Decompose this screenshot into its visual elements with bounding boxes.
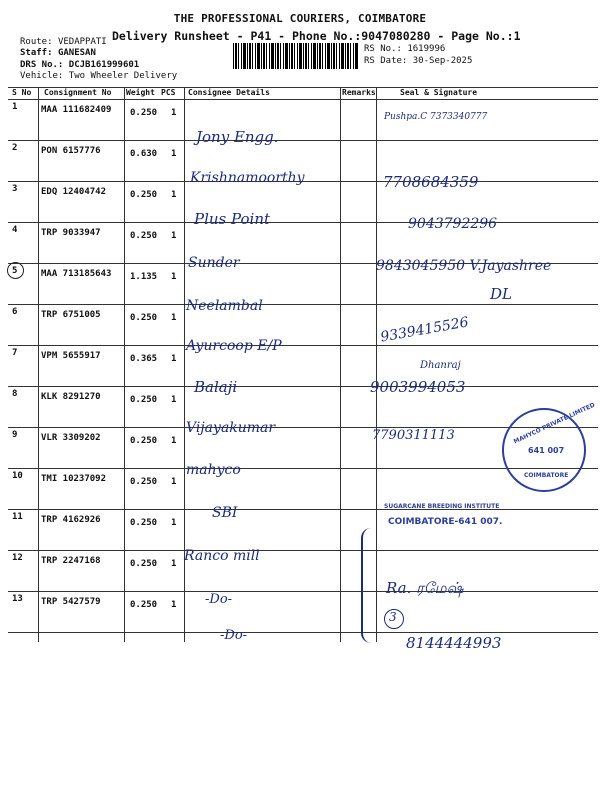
row-pcs: 1 [171,231,177,241]
row-divider [8,222,598,223]
drs-value: DCJB161999601 [68,60,140,70]
staff-line [20,48,96,58]
signature-2: 7708684359 [383,173,479,191]
vehicle-line [20,71,177,81]
row-sno: 3 [12,184,18,194]
drs-label: DRS No.: [20,60,64,70]
row-pcs: 1 [171,518,177,528]
row-pcs: 1 [171,149,177,159]
row-divider [8,304,598,305]
col-divider-4 [340,87,341,642]
col-header-remarks: Remarks [342,88,376,97]
row-weight: 0.250 [130,190,158,200]
row-sno: 12 [12,553,23,563]
signature-11-name: Ra. ரமேஷ் [386,579,464,597]
signature-4: 9843045950 V.Jayashree [376,258,552,274]
mahyco-stamp-bottom: COIMBATORE [524,472,569,479]
row-divider [8,345,598,346]
row-consignment: VPM 5655917 [41,351,101,361]
row-consignment: MAA 713185643 [41,269,112,279]
row-consignment: MAA 111682409 [41,105,112,115]
route-line [20,37,107,47]
row-pcs: 1 [171,559,177,569]
vehicle-label: Vehicle: [20,71,64,81]
row-weight: 0.630 [130,149,158,159]
row-sno: 2 [12,143,18,153]
row-pcs: 1 [171,108,177,118]
row-sno: 1 [12,102,18,112]
row-consignment: TRP 4162926 [41,515,101,525]
row-consignee: Vijayakumar [186,420,276,436]
signature-3: 9043792296 [408,216,498,232]
row-consignment: TRP 2247168 [41,556,101,566]
row-sno: 4 [12,225,18,235]
row-consignee: -Do- [205,592,233,607]
row-pcs: 1 [171,477,177,487]
row-weight: 0.250 [130,477,158,487]
col-divider-1 [38,87,39,642]
col-header-signature: Seal & Signature [400,88,478,97]
row-sno: 7 [12,348,18,358]
row-consignment: TRP 6751005 [41,310,101,320]
company-title: THE PROFESSIONAL COURIERS, COIMBATORE [173,12,427,25]
row-weight: 0.250 [130,313,158,323]
row-sno: 6 [12,307,18,317]
row-pcs: 1 [171,272,177,282]
row-weight: 1.135 [130,272,158,282]
barcode [233,43,359,69]
signature-6: 9339415526 [379,314,470,346]
row-pcs: 1 [171,600,177,610]
row-sno: 11 [12,512,23,522]
row-consignee: Ranco mill [184,548,260,564]
row-sno: 10 [12,471,23,481]
row-weight: 0.250 [130,108,158,118]
col-header-consignee: Consignee Details [188,88,270,97]
row-weight: 0.250 [130,600,158,610]
rs-number: RS No.: 1619996 [364,44,446,54]
row-consignee: SBI [212,505,238,521]
signature-1: Pushpa.C 7373340777 [384,112,488,122]
row-consignee: mahyco [186,462,241,478]
row-divider [8,386,598,387]
sbi-stamp-line2: COIMBATORE-641 007. [388,517,503,527]
row-consignee: Jony Engg. [196,128,279,146]
signature-7: 9003994053 [370,378,466,396]
bracket-mark [361,528,377,643]
row-consignee: Krishnamoorthy [190,170,305,186]
row-weight: 0.250 [130,436,158,446]
row-weight: 0.365 [130,354,158,364]
signature-4b: DL [490,285,512,303]
row-sno: 8 [12,389,18,399]
row-consignee: Ayurcoop E/P [186,338,282,354]
drs-line [20,60,139,70]
row-weight: 0.250 [130,395,158,405]
row-consignee: Sunder [188,255,240,271]
row-divider [8,591,598,592]
row-5-circle-mark [7,262,24,279]
col-header-weight: Weight [126,88,155,97]
row-consignment: TRP 9033947 [41,228,101,238]
table-header-border [8,99,598,100]
staff-value: GANESAN [57,48,96,58]
row-consignee: -Do- [220,628,248,643]
row-pcs: 1 [171,313,177,323]
col-header-consignment: Consignment No [44,88,112,97]
row-pcs: 1 [171,354,177,364]
signature-13: 8144444993 [406,634,502,652]
row-consignee: Neelambal [186,298,263,314]
staff-label: Staff: [20,48,53,58]
row-divider [8,632,598,633]
col-header-pcs: PCS [161,88,176,97]
row-pcs: 1 [171,395,177,405]
row-sno: 13 [12,594,23,604]
row-sno: 5 [12,266,18,276]
row-consignment: KLK 8291270 [41,392,101,402]
row-consignee: Plus Point [194,210,271,228]
signature-8: 7790311113 [372,428,455,443]
row-weight: 0.250 [130,231,158,241]
annotation-number: 3 [389,610,397,624]
col-divider-2 [124,87,125,642]
row-divider [8,140,598,141]
signature-7-name: Dhanraj [420,360,461,371]
row-weight: 0.250 [130,559,158,569]
row-consignment: PON 6157776 [41,146,101,156]
row-weight: 0.250 [130,518,158,528]
col-header-sno: S No [12,88,32,97]
sbi-stamp-line1: SUGARCANE BREEDING INSTITUTE [384,503,500,510]
rs-date: RS Date: 30-Sep-2025 [364,56,473,66]
row-consignment: VLR 3309202 [41,433,101,443]
vehicle-value: Two Wheeler Delivery [68,71,178,81]
row-consignment: TMI 10237092 [41,474,107,484]
row-divider [8,509,598,510]
row-divider [8,550,598,551]
row-pcs: 1 [171,436,177,446]
mahyco-stamp-top: MAHYCO PRIVATE LIMITED [512,401,597,446]
route-value: VEDAPPATI [57,37,107,47]
runsheet-title: Delivery Runsheet - P41 - Phone No.:9047080280 - Page No.:1 [112,29,521,43]
row-consignee: Balaji [194,378,238,396]
row-consignment: TRP 5427579 [41,597,101,607]
row-pcs: 1 [171,190,177,200]
mahyco-stamp [502,401,597,492]
route-label: Route: [20,37,53,47]
row-consignment: EDQ 12404742 [41,187,107,197]
row-sno: 9 [12,430,18,440]
mahyco-stamp-center: 641 007 [528,446,565,455]
